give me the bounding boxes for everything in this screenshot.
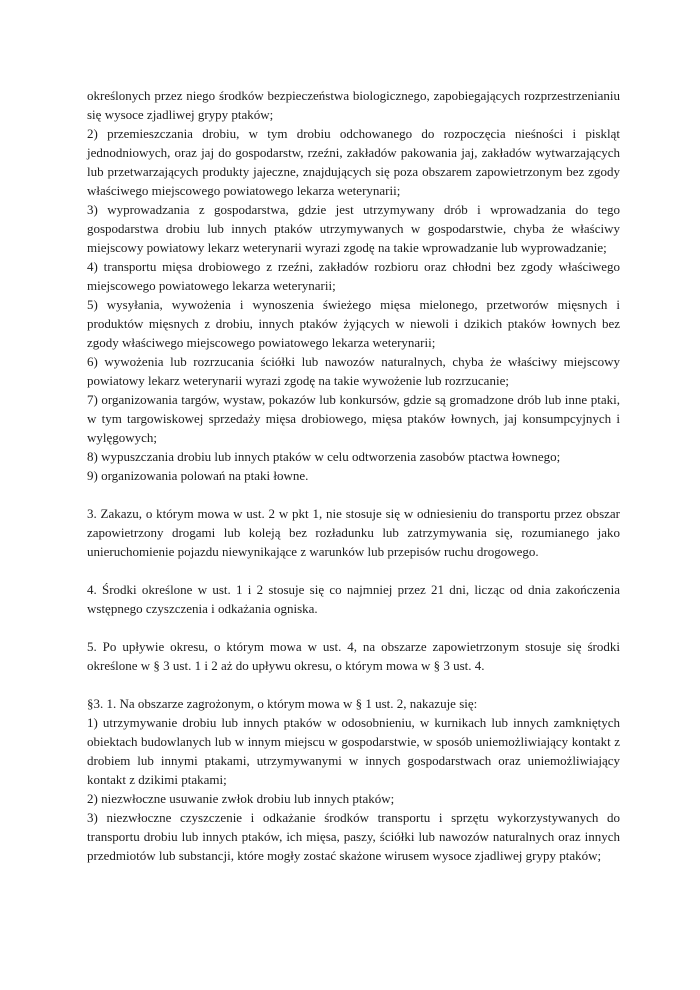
list-item-9: 9) organizowania polowań na ptaki łowne. [87,468,309,483]
paragraph-gap [87,485,620,504]
list-item-5: 5) wysyłania, wywożenia i wynoszenia świeżego mięsa mielonego, przetworów mięsnych i produktów mięsnych z drobiu, innych ptaków żyjących w niewoli i dzikich ptaków łownych bez zgody właściwego miejscowego powiatowego lekarza weterynarii; [87,297,620,350]
paragraph-gap [87,618,620,637]
section-3-item-2: 2) niezwłoczne usuwanie zwłok drobiu lub innych ptaków; [87,791,395,806]
list-item-3: 3) wyprowadzania z gospodarstwa, gdzie jest utrzymywany drób i wprowadzania do tego gospodarstwa drobiu lub innych ptaków utrzymywanych w gospodarstwie, chyba że właściwy miejscowy powiatowy lekarz weterynarii wyrazi zgodę na takie wprowadzanie lub wyprowadzanie; [87,202,620,255]
paragraph-continuation: określonych przez niego środków bezpieczeństwa biologicznego, zapobiegających rozprzestrzenianiu się wysoce zjadliwej grypy ptaków; [87,88,620,122]
section-3-item-1: 1) utrzymywanie drobiu lub innych ptaków w odosobnieniu, w kurnikach lub innych zamkniętych obiektach budowlanych lub w innym miejscu w gospodarstwie, w sposób uniemożliwiający kontakt z drobiem lub innymi ptakami, utrzymywanymi w innych gospodarstwach oraz uniemożliwiający kontakt z dzikimi ptakami; [87,715,620,787]
list-item-6: 6) wywożenia lub rozrzucania ściółki lub nawozów naturalnych, chyba że właściwy miejscowy powiatowy lekarz weterynarii wyrazi zgodę na takie wywożenie lub rozrzucanie; [87,354,620,388]
list-item-4: 4) transportu mięsa drobiowego z rzeźni, zakładów rozbioru oraz chłodni bez zgody właściwego miejscowego powiatowego lekarza weterynarii; [87,259,620,293]
document-body [87,86,620,865]
paragraph-gap [87,675,620,694]
paragraph-5: 5. Po upływie okresu, o którym mowa w ust. 4, na obszarze zapowietrzonym stosuje się środki określone w § 3 ust. 1 i 2 aż do upływu okresu, o którym mowa w § 3 ust. 4. [87,639,620,673]
list-item-2: 2) przemieszczania drobiu, w tym drobiu odchowanego do rozpoczęcia nieśności i piskląt jednodniowych, oraz jaj do gospodarstw, rzeźni, zakładów pakowania jaj, zakładów wytwarzających lub przetwarzających produkty jajeczne, znajdujących się poza obszarem zapowietrzonym bez zgody właściwego miejscowego powiatowego lekarza weterynarii; [87,126,620,198]
section-3-item-3: 3) niezwłoczne czyszczenie i odkażanie środków transportu i sprzętu wykorzystywanych do transportu drobiu lub innych ptaków, ich mięsa, paszy, ściółki lub nawozów naturalnych oraz innych przedmiotów lub substancji, które mogły zostać skażone wirusem wysoce zjadliwej grypy ptaków; [87,810,620,863]
list-item-8: 8) wypuszczania drobiu lub innych ptaków w celu odtworzenia zasobów ptactwa łownego; [87,449,561,464]
list-item-7: 7) organizowania targów, wystaw, pokazów lub konkursów, gdzie są gromadzone drób lub inne ptaki, w tym targowiskowej sprzedaży mięsa drobiowego, mięsa ptaków łownych, jaj konsumpcyjnych i wylęgowych; [87,392,620,445]
paragraph-4: 4. Środki określone w ust. 1 i 2 stosuje się co najmniej przez 21 dni, licząc od dnia zakończenia wstępnego czyszczenia i odkażania ogniska. [87,582,620,616]
section-3-heading: §3. 1. Na obszarze zagrożonym, o którym mowa w § 1 ust. 2, nakazuje się: [87,696,478,711]
paragraph-3: 3. Zakazu, o którym mowa w ust. 2 w pkt 1, nie stosuje się w odniesieniu do transportu przez obszar zapowietrzony drogami lub koleją bez rozładunku lub zatrzymywania się, rozumianego jako unieruchomienie pojazdu niewynikające z warunków lub przepisów ruchu drogowego. [87,506,620,559]
paragraph-gap [87,561,620,580]
